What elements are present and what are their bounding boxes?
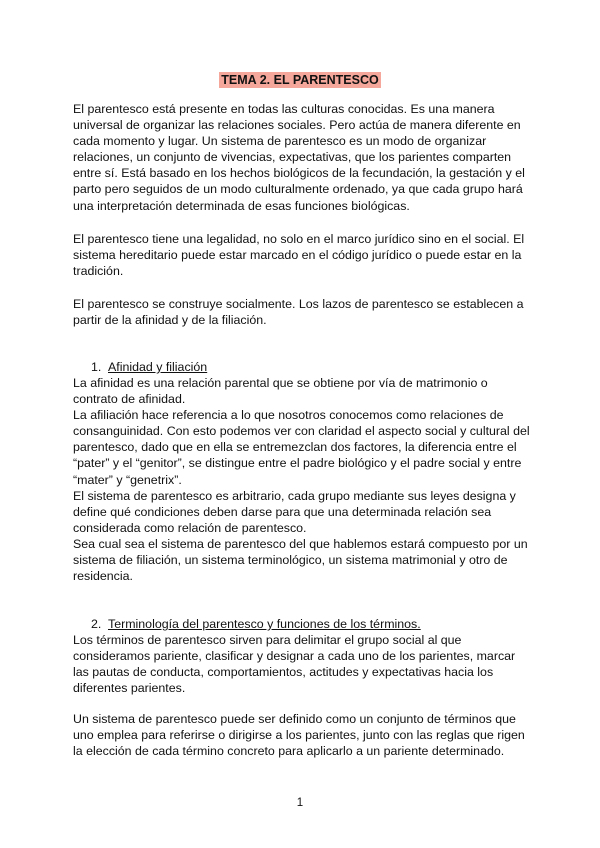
page-number: 1 xyxy=(296,797,304,809)
section-2-body-1 xyxy=(73,632,533,696)
paragraph-text: La afinidad es una relación parental que se obtiene por vía de matrimonio o contrato de afinidad. xyxy=(73,376,488,407)
section-2-heading xyxy=(91,616,531,632)
paragraph-text: El parentesco tiene una legalidad, no solo en el marco jurídico sino en el social. El sistema hereditario puede estar marcado en el código jurídico o puede estar en la tradición. xyxy=(73,232,525,279)
paragraph-text: El parentesco se construye socialmente. Los lazos de parentesco se establecen a partir de la afinidad y de la filiación. xyxy=(73,297,524,328)
page-title xyxy=(0,72,600,89)
paragraph-text: Un sistema de parentesco puede ser definido como un conjunto de términos que uno emplea para referirse o dirigirse a los parientes, junto con las reglas que rigen la elección de cada término concreto para aplicarlo a un pariente determinado. xyxy=(73,712,525,759)
list-number: 2. xyxy=(91,617,102,631)
intro-paragraph-1 xyxy=(73,101,533,214)
paragraph-text: La afiliación hace referencia a lo que nosotros conocemos como relaciones de consanguinidad. Con esto podemos ver con claridad el aspecto social y cultural del parentesco, dado que en ella se entremezclan dos factores, la diferencia entre el “pater” y el “genitor”, se distingue entre el padre biológico y el padre social y entre “mater” y “genetrix”. xyxy=(73,408,530,487)
section-2-body-2 xyxy=(73,711,533,759)
section-1-heading xyxy=(91,359,531,375)
paragraph-text: El parentesco está presente en todas las culturas conocidas. Es una manera universal de organizar las relaciones sociales. Pero actúa de manera diferente en cada momento y lugar. Un sistema de parentesco es un modo de organizar relaciones, un conjunto de vivencias, expectativas, que los parientes comparten entre sí. Está basado en los hechos biológicos de la fecundación, la gestación y el parto pero seguidos de un modo culturalmente ordenado, ya que cada grupo hará una interpretación determinada de esas funciones biológicas. xyxy=(73,102,525,213)
heading-label: Terminología del parentesco y funciones de los términos. xyxy=(108,617,421,631)
intro-paragraph-3 xyxy=(73,296,533,328)
paragraph-text: Los términos de parentesco sirven para delimitar el grupo social al que consideramos pariente, clasificar y designar a cada uno de los parientes, marcar las pautas de conducta, comportamientos, actitudes y expectativas hacia los diferentes parientes. xyxy=(73,633,516,696)
section-1-body xyxy=(73,375,533,584)
heading-label: Afinidad y filiación xyxy=(108,360,208,374)
list-number: 1. xyxy=(91,360,102,374)
intro-paragraph-2 xyxy=(73,231,533,279)
paragraph-text: Sea cual sea el sistema de parentesco del que hablemos estará compuesto por un sistema de filiación, un sistema terminológico, un sistema matrimonial y otro de residencia. xyxy=(73,536,528,584)
title-highlight: TEMA 2. EL PARENTESCO xyxy=(221,73,379,87)
paragraph-text: El sistema de parentesco es arbitrario, cada grupo mediante sus leyes designa y define qué condiciones deben darse para que una determinada relación sea considerada como relación de parentesco. xyxy=(73,488,516,535)
